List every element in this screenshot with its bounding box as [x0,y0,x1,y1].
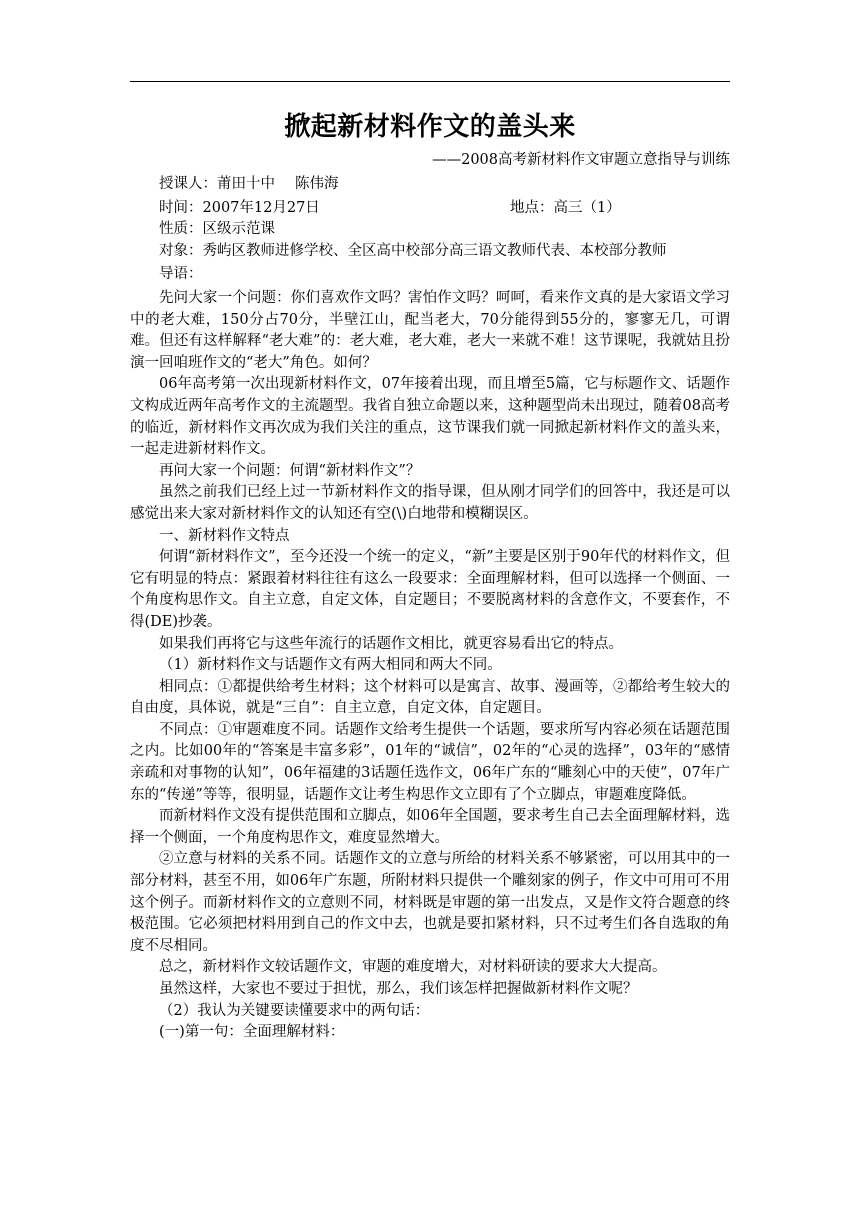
meta-intro: 导语： [159,266,203,282]
paragraph: 06年高考第一次出现新材料作文，07年接着出现，而且增至5篇，它与标题作文、话题作文构成近两年高考作文的主流题型。我省自独立命题以来，这种题型尚未出现过，随着08高考的临近，新材料作文再次成为我们关注的重点，这节课我们就一同掀起新材料作文的盖头来，一起走进新材料作文。 [130,376,730,458]
paragraph: （1）新材料作文与话题作文有两大相同和两大不同。 [159,657,502,674]
paragraph: 不同点：①审题难度不同。话题作文给考生提供一个话题，要求所写内容必须在话题范围之内。比如00年的“答案是丰富多彩”，01年的“诚信”，02年的“心灵的选择”，03年的“感情亲疏和对事物的认知”，06年福建的3话题任选作文，06年广东的“雕刻心中的天使”，07年广东的“传递”等等，很明显，话题作文让考生构思作文立即有了个立脚点，审题难度降低。 [130,721,730,803]
paragraph: 相同点：①都提供给考生材料；这个材料可以是寓言、故事、漫画等，②都给考生较大的自由度，具体说，就是“三自”：自主立意，自定文体，自定题目。 [130,678,730,717]
meta-place: 地点：高三（1） [510,200,621,216]
meta-audience: 对象：秀屿区教师进修学校、全区高中校部分高三语文教师代表、本校部分教师 [159,243,667,259]
paragraph: (一)第一句：全面理解材料： [159,1024,345,1041]
paragraph: 虽然这样，大家也不要过于担忧，那么，我们该怎样把握做新材料作文呢？ [159,981,638,997]
section-heading: 一、新材料作文特点 [159,527,290,544]
paragraph: 而新材料作文没有提供范围和立脚点，如06年全国题，要求考生自己去全面理解材料，选择一个侧面，一个角度构思作文，难度显然增大。 [130,808,730,846]
paragraph: 如果我们再将它与这些年流行的话题作文相比，就更容易看出它的特点。 [159,635,623,652]
meta-time: 时间：2007年12月27日 [159,200,320,216]
header-rule [130,81,730,82]
paragraph: （2）我认为关键要读懂要求中的两句话： [159,1002,430,1019]
document-title: 掀起新材料作文的盖头来 [284,112,576,142]
document-body [130,288,730,1044]
paragraph: 再问大家一个问题：何谓“新材料作文”？ [159,462,421,479]
meta-nature: 性质：区级示范课 [159,221,275,237]
paragraph: 虽然之前我们已经上过一节新材料作文的指导课，但从刚才同学们的回答中，我还是可以感觉出来大家对新材料作文的认知还有空(\)白地带和模糊误区。 [130,484,730,522]
paragraph: ②立意与材料的关系不同。话题作文的立意与所给的材料关系不够紧密，可以用其中的一部分材料，甚至不用，如06年广东题，所附材料只提供一个雕刻家的例子，作文中可用可不用这个例子。而新材料作文的立意则不同，材料既是审题的第一出发点，又是作文符合题意的终极范围。它必须把材料用到自己的作文中去，也就是要扣紧材料，只不过考生们各自选取的角度不尽相同。 [130,851,730,954]
teacher-label: 授课人：莆田十中 [159,176,275,192]
paragraph: 何谓“新材料作文”，至今还没一个统一的定义，“新”主要是区别于90年代的材料作文，但它有明显的特点：紧跟着材料往往有这么一段要求：全面理解材料，但可以选择一个侧面、一个角度构思作文。自主立意，自定文体，自定题目；不要脱离材料的含意作文，不要套作，不得(DE)抄袭。 [130,549,730,630]
meta-teacher [159,174,339,194]
paragraph: 总之，新材料作文较话题作文，审题的难度增大，对材料研读的要求大大提高。 [159,959,667,976]
paragraph: 先问大家一个问题：你们喜欢作文吗？害怕作文吗？呵呵，看来作文真的是大家语文学习中的老大难，150分占70分，半壁江山，配当老大，70分能得到55分的，寥寥无几，可谓难。但还有这样解释“老大难”的：老大难，老大难，老大一来就不难！这节课呢，我就姑且扮演一回咱班作文的“老大”角色。如何？ [130,290,730,371]
document-subtitle: ——2008高考新材料作文审题立意指导与训练 [432,152,730,168]
teacher-name: 陈伟海 [295,176,339,192]
